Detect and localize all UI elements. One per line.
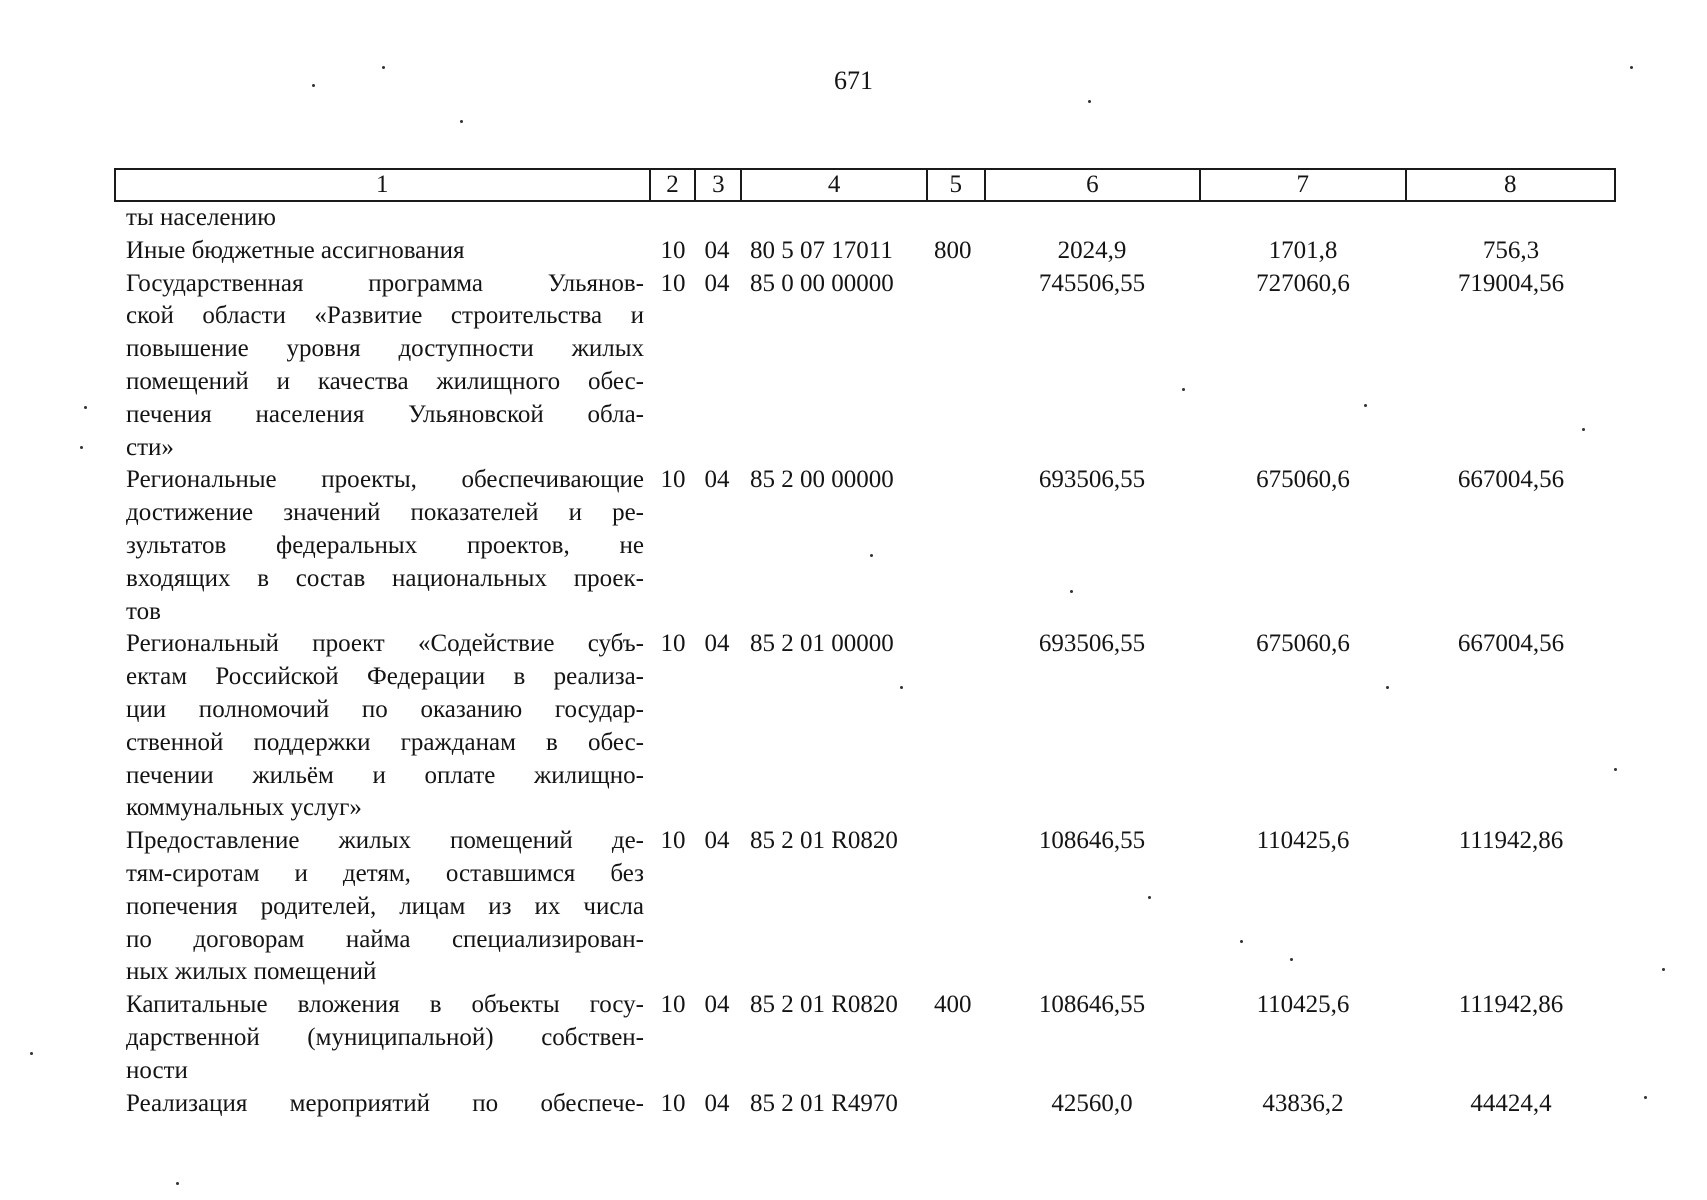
table-row [114, 235, 1616, 268]
header-col-7: 7 [1199, 170, 1404, 200]
row-subsection: 04 [704, 827, 730, 855]
row-name-line: дарственной (муниципальной) собствен- [126, 1023, 644, 1051]
scan-speck [80, 446, 83, 449]
table-row [114, 464, 1616, 628]
scan-speck [460, 120, 463, 123]
row-section: 10 [660, 991, 686, 1019]
row-section: 10 [660, 236, 686, 264]
table-row [114, 202, 1616, 235]
row-subsection [694, 202, 740, 235]
row-target-code: 80 5 07 17011 [750, 236, 893, 264]
row-subsection: 04 [704, 466, 730, 494]
row-section: 10 [660, 1089, 686, 1117]
row-name [114, 235, 648, 268]
table-row [114, 268, 1616, 465]
scan-speck [1290, 958, 1293, 961]
row-name-line: печении жильём и оплате жилищно- [126, 761, 644, 789]
scan-speck [1582, 428, 1585, 431]
row-name-line: входящих в состав национальных проек- [126, 564, 644, 592]
row-amount-col-8: 111942,86 [1458, 991, 1564, 1019]
row-section: 10 [660, 269, 686, 297]
scan-speck [30, 1052, 33, 1055]
header-col-4: 4 [740, 170, 926, 200]
budget-table [114, 168, 1616, 1120]
scan-speck [1070, 590, 1073, 593]
row-name-line: ных жилых помещений [126, 958, 377, 986]
row-amount-col-7: 110425,6 [1256, 827, 1350, 855]
row-expense-type [926, 628, 984, 825]
row-amount-col-8: 756,3 [1482, 236, 1540, 264]
scan-speck [312, 84, 315, 87]
row-section: 10 [660, 630, 686, 658]
row-section [648, 202, 694, 235]
row-name-line: Государственная программа Ульянов- [126, 269, 644, 297]
row-amount-col-7: 675060,6 [1256, 630, 1350, 658]
row-name-line: ты населению [126, 204, 276, 231]
row-name-line: по договорам найма специализирован- [126, 925, 644, 953]
scan-speck [1240, 940, 1243, 943]
row-name-line: Реализация мероприятий по обеспече- [126, 1089, 644, 1117]
scan-speck [1088, 100, 1091, 103]
scan-speck [1386, 686, 1389, 689]
table-body [114, 202, 1616, 1120]
row-subsection: 04 [704, 630, 730, 658]
row-target-code: 85 2 01 R0820 [750, 991, 898, 1019]
header-col-6: 6 [984, 170, 1199, 200]
scan-speck [900, 686, 903, 689]
row-name [114, 989, 648, 1087]
page-number: 671 [834, 66, 873, 95]
scan-speck [84, 406, 87, 409]
row-expense-type [926, 202, 984, 235]
row-target-code: 85 2 01 00000 [750, 630, 894, 658]
row-name-line: попечения родителей, лицам из их числа [126, 892, 644, 920]
row-subsection: 04 [704, 991, 730, 1019]
header-col-3: 3 [694, 170, 740, 200]
row-amount-col-8: 719004,56 [1457, 269, 1565, 297]
row-amount-col-7: 727060,6 [1256, 269, 1350, 297]
row-name-line: ции полномочий по оказанию государ- [126, 695, 644, 723]
table-header-row [114, 168, 1616, 202]
scan-speck [382, 66, 385, 69]
row-expense-type [926, 268, 984, 465]
row-amount-col-6: 42560,0 [1051, 1089, 1133, 1117]
row-name-line: Региональные проекты, обеспечивающие [126, 466, 644, 494]
row-name-line: Предоставление жилых помещений де- [126, 827, 644, 855]
row-name-line: коммунальных услуг» [126, 794, 362, 822]
row-amount-col-8: 111942,86 [1458, 827, 1564, 855]
table-row [114, 628, 1616, 825]
row-amount-col-6: 2024,9 [1057, 236, 1127, 264]
row-section: 10 [660, 827, 686, 855]
row-name [114, 464, 648, 628]
row-name [114, 268, 648, 465]
header-col-2: 2 [649, 170, 695, 200]
scan-speck [1148, 896, 1151, 899]
row-expense-type [926, 464, 984, 628]
row-subsection: 04 [704, 1089, 730, 1117]
row-name-line: зультатов федеральных проектов, не [126, 531, 644, 559]
row-amount-col-6: 693506,55 [1038, 466, 1146, 494]
row-amount-col-6: 108646,55 [1038, 991, 1146, 1019]
row-target-code: 85 2 00 00000 [750, 466, 894, 494]
row-amount-col-7 [1200, 202, 1406, 235]
row-name [114, 628, 648, 825]
row-target-code: 85 2 01 R0820 [750, 827, 898, 855]
table-row [114, 825, 1616, 989]
row-name-line: печения населения Ульяновской обла- [126, 400, 644, 428]
row-subsection: 04 [704, 269, 730, 297]
row-amount-col-6: 693506,55 [1038, 630, 1146, 658]
scan-speck [176, 1182, 179, 1185]
row-expense-type [926, 1088, 984, 1121]
row-amount-col-8: 667004,56 [1457, 630, 1565, 658]
row-target-code [740, 202, 926, 235]
scan-speck [1644, 1096, 1647, 1099]
scan-speck [1364, 404, 1367, 407]
row-name-line: достижение значений показателей и ре- [126, 499, 644, 527]
row-name-line: тов [126, 597, 161, 625]
table-row [114, 1088, 1616, 1121]
row-section: 10 [660, 466, 686, 494]
row-name-line: сти» [126, 433, 174, 461]
row-amount-col-7: 110425,6 [1256, 991, 1350, 1019]
row-name-line: Региональный проект «Содействие субъ- [126, 630, 644, 658]
row-name-line: помещений и качества жилищного обес- [126, 367, 644, 395]
row-amount-col-8: 44424,4 [1470, 1089, 1552, 1117]
row-name-line: ности [126, 1056, 188, 1084]
row-target-code: 85 0 00 00000 [750, 269, 894, 297]
header-col-8: 8 [1405, 170, 1614, 200]
row-amount-col-8 [1406, 202, 1616, 235]
row-name [114, 202, 648, 235]
row-name-line: ской области «Развитие строительства и [126, 302, 644, 330]
row-target-code: 85 2 01 R4970 [750, 1089, 898, 1117]
scan-speck [1630, 66, 1633, 69]
row-name-line: повышение уровня доступности жилых [126, 335, 644, 363]
header-col-5: 5 [926, 170, 984, 200]
row-name-line: ственной поддержки гражданам в обес- [126, 728, 644, 756]
row-amount-col-8: 667004,56 [1457, 466, 1565, 494]
row-name [114, 1088, 648, 1121]
row-name-line: тям-сиротам и детям, оставшимся без [126, 859, 644, 887]
row-subsection: 04 [704, 236, 730, 264]
row-expense-type: 800 [934, 236, 972, 264]
header-col-1: 1 [376, 171, 389, 198]
row-amount-col-6: 108646,55 [1038, 827, 1146, 855]
row-amount-col-7: 43836,2 [1262, 1089, 1344, 1117]
scan-speck [870, 554, 873, 557]
row-expense-type [926, 825, 984, 989]
row-expense-type: 400 [934, 991, 972, 1019]
row-name-line: Капитальные вложения в объекты госу- [126, 991, 644, 1019]
scan-speck [1614, 768, 1617, 771]
row-name [114, 825, 648, 989]
row-amount-col-7: 1701,8 [1268, 236, 1338, 264]
row-name-line: Иные бюджетные ассигнования [126, 236, 465, 264]
scan-speck [1182, 388, 1185, 391]
row-amount-col-6 [984, 202, 1200, 235]
table-row [114, 989, 1616, 1087]
row-amount-col-7: 675060,6 [1256, 466, 1350, 494]
scan-speck [1662, 968, 1665, 971]
row-amount-col-6: 745506,55 [1038, 269, 1146, 297]
row-name-line: ектам Российской Федерации в реализа- [126, 663, 644, 691]
